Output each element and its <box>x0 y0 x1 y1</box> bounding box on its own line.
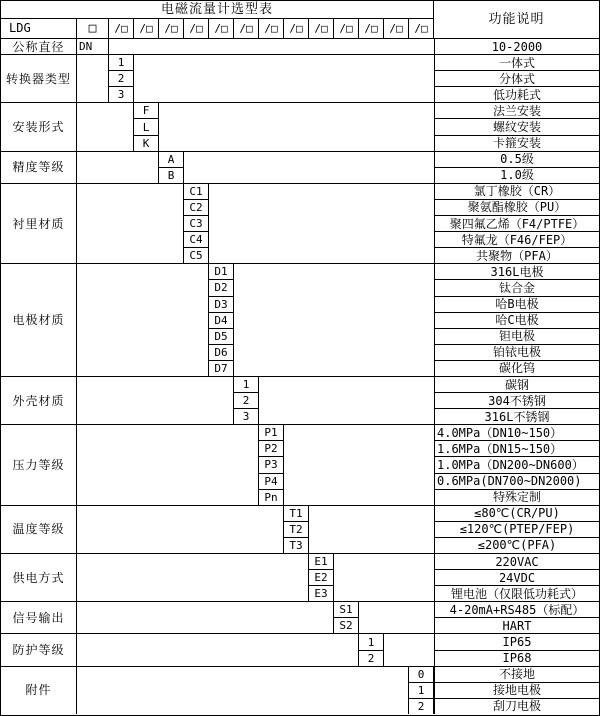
group-code-column <box>234 377 259 424</box>
option-desc: 钽电极 <box>435 329 599 345</box>
option-desc: 220VAC <box>435 554 599 570</box>
group-spacer-right <box>334 554 434 601</box>
group-code-column <box>159 152 184 183</box>
option-desc: 4.0MPa（DN10~150） <box>435 425 599 441</box>
group-code-column <box>134 103 159 150</box>
group-row <box>1 377 599 425</box>
option-desc: 哈C电极 <box>435 313 599 329</box>
option-desc: 低功耗式 <box>492 87 541 102</box>
option-desc: 特殊定制 <box>492 490 541 505</box>
group-label: 供电方式 <box>1 554 77 601</box>
group-spacer-left <box>77 184 184 263</box>
option-code: 2 <box>417 699 425 713</box>
code-slot: /□ <box>159 19 184 38</box>
group-desc-column <box>434 506 599 553</box>
group-row <box>1 506 599 554</box>
option-desc: 1.6MPa（DN15~150） <box>435 441 599 457</box>
option-desc: 铂铱电极 <box>435 345 599 361</box>
group-desc-column <box>434 103 599 150</box>
group-label: 安装形式 <box>1 103 77 150</box>
model-prefix: LDG <box>1 19 77 38</box>
group-spacer-right <box>259 377 434 424</box>
option-code: C1 <box>184 184 208 200</box>
group-code-column <box>109 55 134 102</box>
option-code: 2 <box>367 651 375 665</box>
group-spacer-right <box>184 152 434 183</box>
option-desc: 卡箍安装 <box>492 136 541 151</box>
group-desc-column <box>434 602 599 633</box>
group-desc-column <box>434 55 599 102</box>
code-slot: /□ <box>134 19 159 38</box>
group-code-column <box>184 184 209 263</box>
group-spacer-left <box>77 152 159 183</box>
table-header <box>1 1 599 39</box>
option-code: T2 <box>284 522 308 538</box>
code-slot: /□ <box>209 19 234 38</box>
group-label: 温度等级 <box>1 506 77 553</box>
group-code-column <box>334 602 359 633</box>
page-title: 电磁流量计选型表 <box>1 1 433 19</box>
option-desc: 聚氨酯橡胶（PU） <box>435 200 599 216</box>
code-slot: /□ <box>334 19 359 38</box>
code-slot: /□ <box>359 19 384 38</box>
option-code: C4 <box>184 232 208 248</box>
group-label: 精度等级 <box>1 152 77 183</box>
option-code: 1 <box>109 55 133 71</box>
option-code: D4 <box>209 313 233 329</box>
option-code: S1 <box>334 602 358 618</box>
option-desc: 聚四氟乙烯（F4/PTFE） <box>435 216 599 232</box>
group-row <box>1 554 599 602</box>
group-label: 信号输出 <box>1 602 77 633</box>
model-code-slots <box>109 19 433 38</box>
option-desc: 接地电极 <box>435 683 599 699</box>
group-spacer-left <box>77 602 334 633</box>
group-desc-column <box>434 264 599 376</box>
group-desc-column <box>434 667 599 714</box>
group-code-column <box>209 264 234 376</box>
option-desc: 4-20mA+RS485（标配） <box>435 602 599 618</box>
option-code: C3 <box>184 216 208 232</box>
option-desc: 分体式 <box>435 71 599 87</box>
code-slot: /□ <box>284 19 309 38</box>
group-desc-column <box>434 554 599 601</box>
option-code: C2 <box>184 200 208 216</box>
option-desc: 304不锈钢 <box>435 393 599 409</box>
group-code-column <box>409 667 434 714</box>
group-spacer-right <box>134 55 434 102</box>
option-desc: 1.0级 <box>500 168 534 183</box>
option-code: 1 <box>409 683 433 699</box>
group-spacer-right <box>159 103 434 150</box>
option-desc: ≤120℃(PTEP/FEP) <box>435 522 599 538</box>
option-desc: HART <box>502 618 532 633</box>
option-code: T1 <box>284 506 308 522</box>
group-desc-column <box>434 634 599 665</box>
model-first-box: □ <box>77 19 109 38</box>
option-code: A <box>159 152 183 168</box>
option-desc: 特氟龙（F46/FEP） <box>435 232 599 248</box>
option-desc: IP68 <box>502 651 532 666</box>
option-desc: 24VDC <box>435 570 599 586</box>
group-spacer-left <box>77 264 209 376</box>
desc-column-header: 功能说明 <box>488 12 545 27</box>
option-code: P4 <box>259 474 283 490</box>
group-row <box>1 55 599 103</box>
option-code: D2 <box>209 280 233 296</box>
option-code: D6 <box>209 345 233 361</box>
group-spacer-right <box>384 634 434 665</box>
group-spacer-left <box>77 425 259 504</box>
group-desc-column <box>434 425 599 504</box>
option-code: S2 <box>339 619 353 633</box>
group-spacer-right <box>359 602 434 633</box>
option-desc: 碳钢 <box>435 377 599 393</box>
group-code-column <box>359 634 384 665</box>
group-spacer-left <box>77 55 109 102</box>
option-desc: 一体式 <box>435 55 599 71</box>
group-code-column <box>284 506 309 553</box>
table-body <box>1 39 599 715</box>
option-code: E3 <box>314 587 328 601</box>
option-desc: ≤200℃(PFA) <box>477 538 557 553</box>
group-desc-column <box>434 377 599 424</box>
group-row <box>1 602 599 634</box>
option-desc: 钛合金 <box>435 280 599 296</box>
option-code: F <box>134 103 158 119</box>
group-desc-column <box>434 184 599 263</box>
option-desc: 316L电极 <box>435 264 599 280</box>
model-code-row <box>1 19 433 38</box>
option-code: K <box>142 136 150 150</box>
option-code: D5 <box>209 329 233 345</box>
option-code: 0 <box>409 667 433 683</box>
option-desc: 316L不锈钢 <box>484 409 550 424</box>
option-desc: 0.6MPa(DN700~DN2000) <box>435 474 599 490</box>
option-code: 2 <box>109 71 133 87</box>
option-desc: ≤80℃(CR/PU) <box>435 506 599 522</box>
option-desc: 1.0MPa（DN200~DN600） <box>435 457 599 473</box>
option-code: B <box>167 168 175 182</box>
option-desc: 锂电池（仅限低功耗式） <box>450 586 583 601</box>
group-desc-column <box>434 152 599 183</box>
dn-row-desc: 10-2000 <box>491 39 543 54</box>
option-code: T3 <box>289 538 303 552</box>
option-desc: 螺纹安装 <box>435 119 599 135</box>
code-slot: /□ <box>184 19 209 38</box>
option-code: P3 <box>259 457 283 473</box>
header-left <box>1 1 434 38</box>
group-label: 外壳材质 <box>1 377 77 424</box>
group-spacer-right <box>234 264 434 376</box>
dn-row <box>1 39 599 55</box>
option-desc: 刮刀电极 <box>492 699 541 714</box>
group-spacer-left <box>77 667 409 714</box>
option-code: 1 <box>234 377 258 393</box>
option-code: P1 <box>259 425 283 441</box>
code-slot: /□ <box>309 19 334 38</box>
option-code: P2 <box>259 441 283 457</box>
dn-row-desc-col <box>434 39 599 54</box>
option-code: 2 <box>234 393 258 409</box>
group-spacer-left <box>77 634 359 665</box>
group-spacer-right <box>309 506 434 553</box>
group-label: 衬里材质 <box>1 184 77 263</box>
code-slot: /□ <box>109 19 134 38</box>
option-desc: 0.5级 <box>435 152 599 168</box>
option-code: D1 <box>209 264 233 280</box>
option-desc: 不接地 <box>435 667 599 683</box>
option-desc: 法兰安装 <box>435 103 599 119</box>
group-label: 防护等级 <box>1 634 77 665</box>
dn-row-label: 公称直径 <box>1 39 77 54</box>
option-desc: 碳化钨 <box>498 361 535 376</box>
group-spacer-right <box>209 184 434 263</box>
option-code: D3 <box>209 297 233 313</box>
dn-row-code: DN <box>77 39 109 54</box>
group-code-column <box>309 554 334 601</box>
option-code: Pn <box>264 490 278 504</box>
group-row <box>1 667 599 714</box>
dn-row-spacer <box>109 39 434 54</box>
group-label: 附件 <box>1 667 77 714</box>
option-code: C5 <box>189 249 203 263</box>
group-row <box>1 103 599 151</box>
group-spacer-right <box>284 425 434 504</box>
group-spacer-left <box>77 554 309 601</box>
code-slot: /□ <box>259 19 284 38</box>
option-desc: 哈B电极 <box>435 297 599 313</box>
group-spacer-left <box>77 103 134 150</box>
option-code: E1 <box>309 554 333 570</box>
group-spacer-left <box>77 377 234 424</box>
group-label: 转换器类型 <box>1 55 77 102</box>
option-desc: 氯丁橡胶（CR） <box>435 184 599 200</box>
option-code: L <box>134 119 158 135</box>
code-slot: /□ <box>384 19 409 38</box>
option-desc: IP65 <box>435 634 599 650</box>
option-code: 3 <box>242 410 250 424</box>
group-label: 压力等级 <box>1 425 77 504</box>
option-code: E2 <box>309 570 333 586</box>
group-row <box>1 152 599 184</box>
group-row <box>1 634 599 666</box>
option-code: D7 <box>214 361 228 375</box>
option-desc: 共聚物（PFA） <box>476 248 558 263</box>
option-code: 1 <box>359 634 383 650</box>
code-slot: /□ <box>414 21 428 35</box>
group-label: 电极材质 <box>1 264 77 376</box>
group-row <box>1 425 599 505</box>
code-slot: /□ <box>234 19 259 38</box>
group-code-column <box>259 425 284 504</box>
group-row <box>1 264 599 377</box>
group-spacer-left <box>77 506 284 553</box>
option-code: 3 <box>117 88 125 102</box>
group-row <box>1 184 599 264</box>
